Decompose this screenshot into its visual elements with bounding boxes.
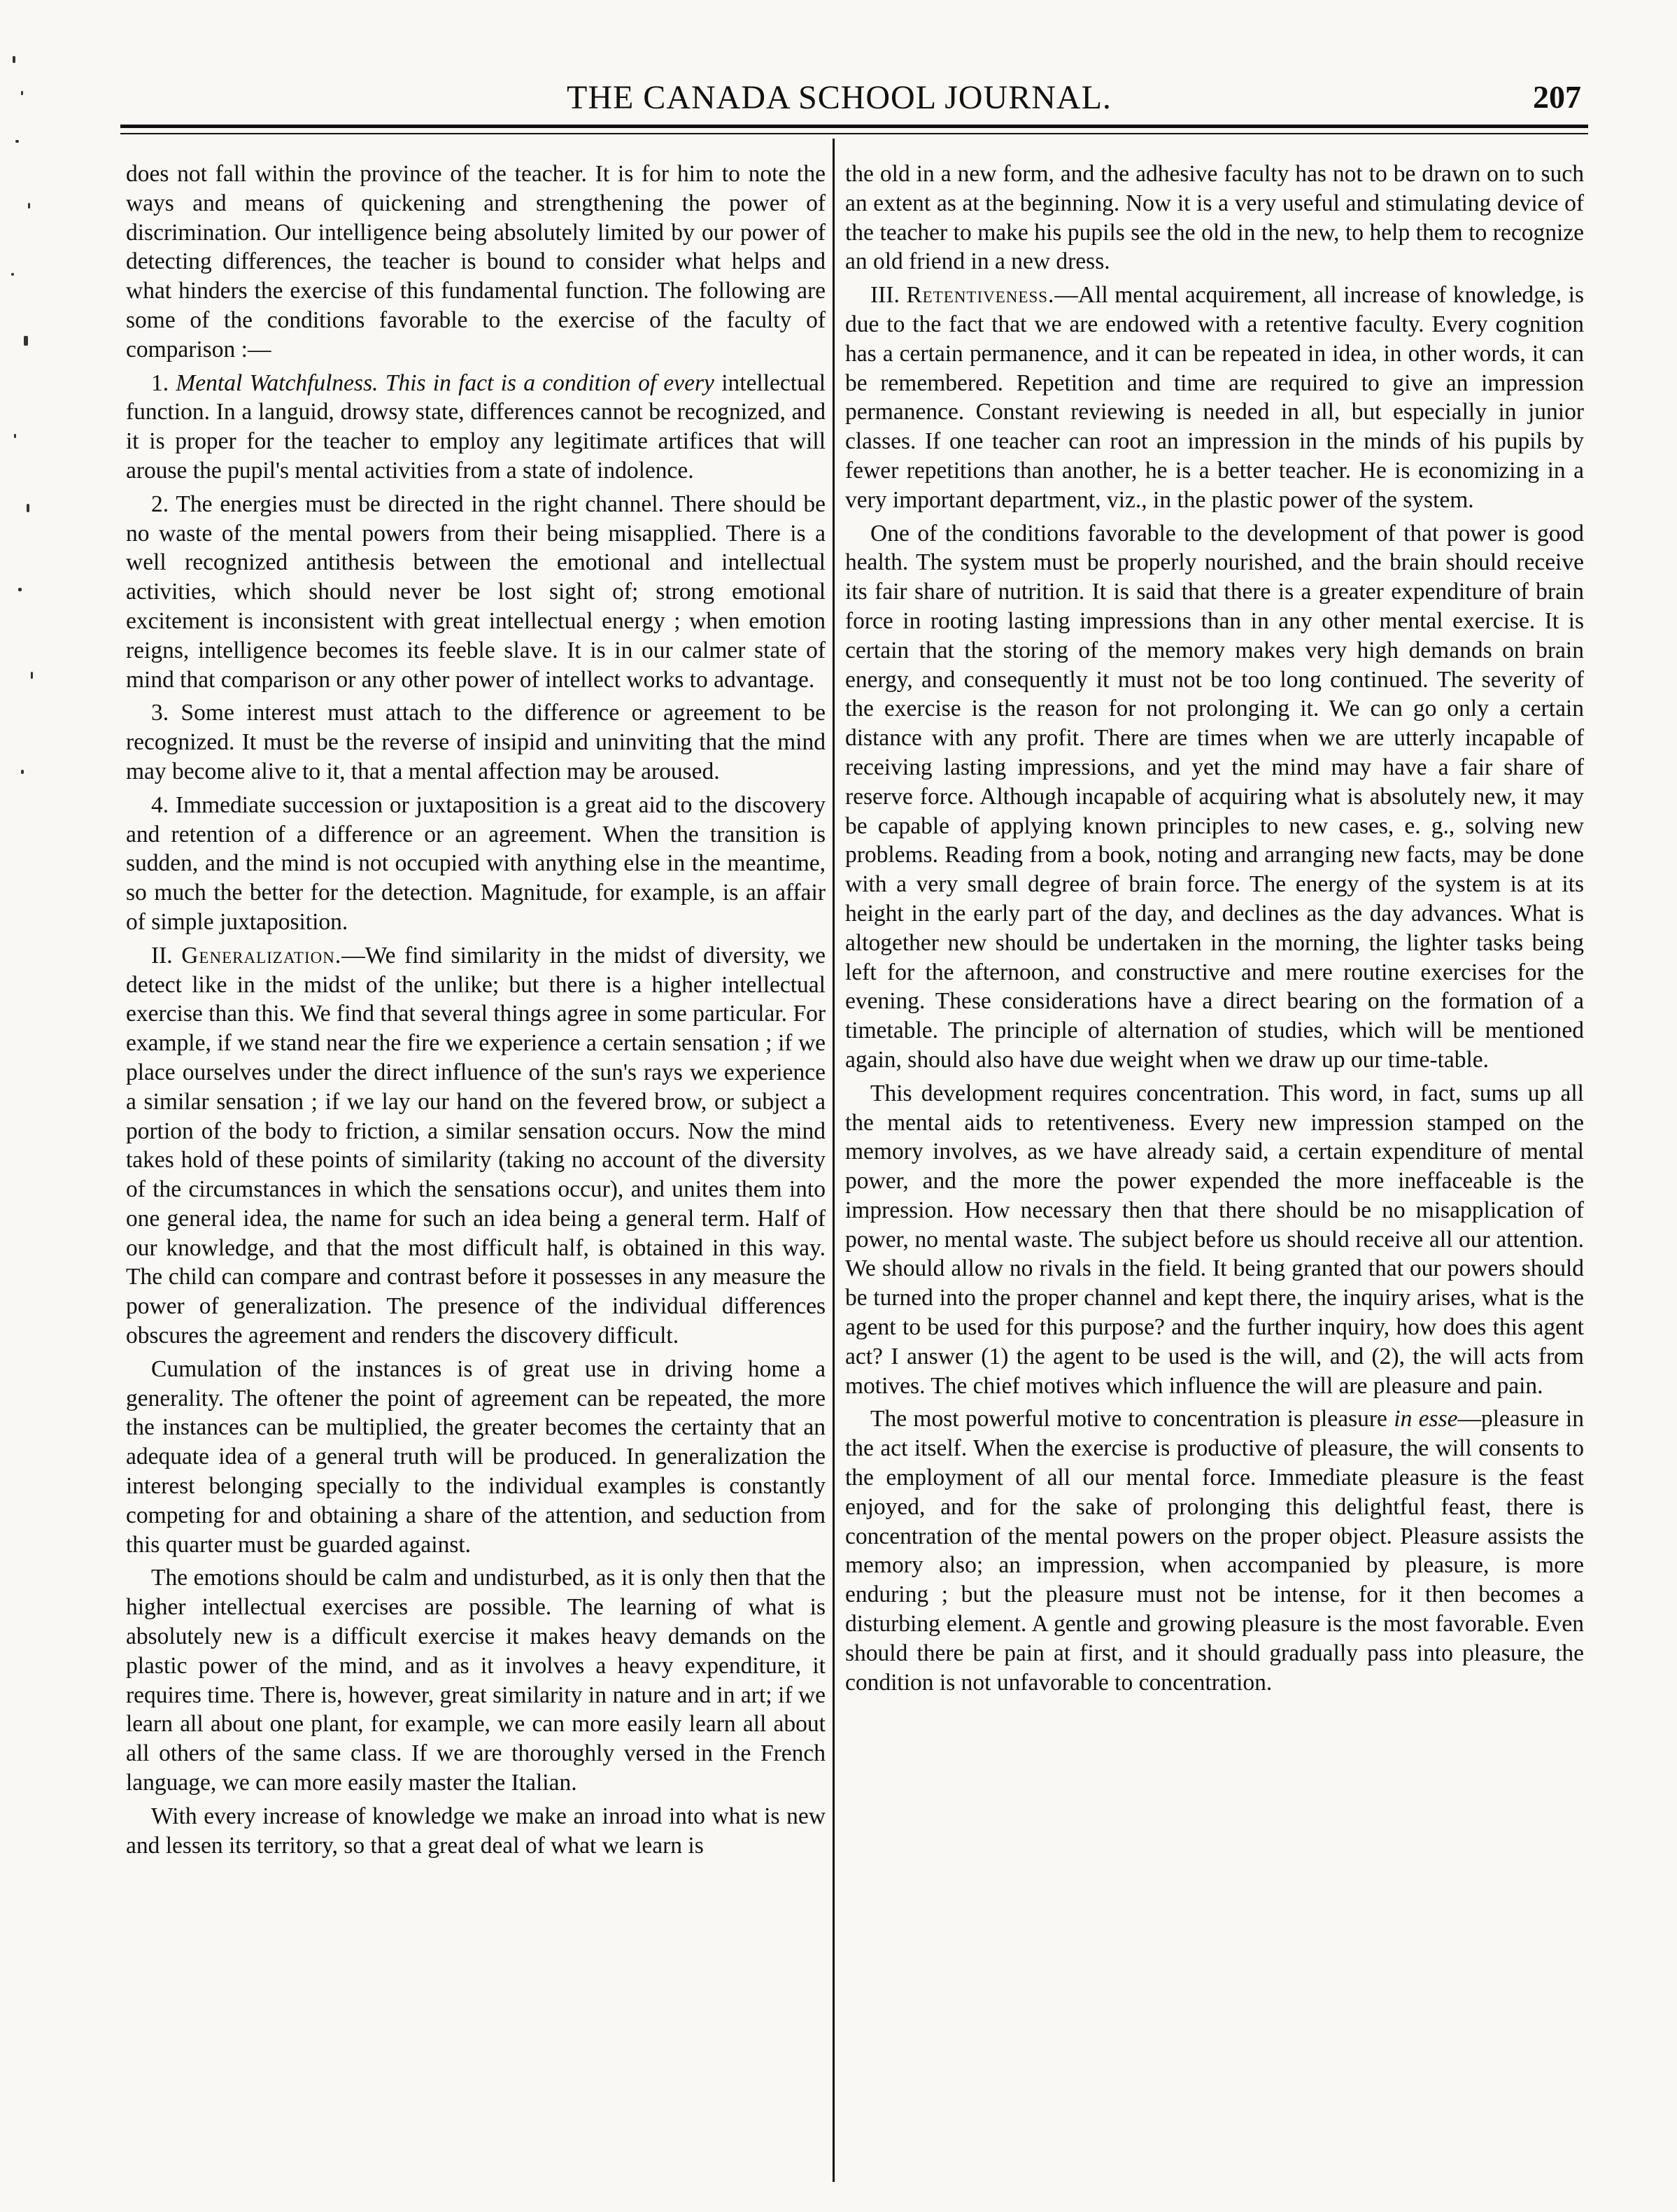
paragraph: the old in a new form, and the adhesive faculty has not to be drawn on to such an extent as at the beginning. Now it is a very useful and stimulating device of the teacher to make his pupils see the old in the new, to help them to recognize an old friend in a new dress. bbox=[845, 161, 1584, 275]
paragraph: This development requires concentration. This word, in fact, sums up all the mental aids to retentiveness. Every new impression stamped on the memory involves, as we have already said, a certain expenditure of mental power, and the more the power expended the more ineffaceable is the impression. How necessary then that there should be no misapplication of power, no mental waste. The subject before us should receive all our attention. We should allow no rivals in the field. It being granted that our powers should be turned into the proper channel and kept there, the inquiry arises, what is the agent to be used for this purpose? and the further inquiry, how does this agent act? I answer (1) the agent to be used is the will, and (2), the will acts from motives. The chief motives which influence the will are pleasure and pain. bbox=[845, 1080, 1584, 1399]
section-heading: Retentiveness. bbox=[906, 282, 1055, 309]
paragraph-text: —We find similarity in the midst of diversity, we detect like in the midst of the unlike; but there is a higher intellectual exercise than this. We find that several things agree in some particular. For example, if we stand near the fire we experience a certain sensation ; if we place ourselves under the direct influence of the sun's rays we experience a similar sensation ; if we lay our hand on the fevered brow, or subject a portion of the body to friction, a similar sensation occurs. Now the mind takes hold of these points of similarity (taking no account of the diversity of the circumstances in which the sensations occur), and unites them into one general idea, the name for such an idea being a general term. Half of our knowledge, and that the most difficult half, is obtained in this way. The child can compare and contrast before it possesses in any measure the power of generalization. The presence of the individual differences obscures the agreement and renders the discovery difficult. bbox=[126, 942, 826, 1349]
journal-title: THE CANADA SCHOOL JOURNAL. bbox=[567, 79, 1112, 116]
paragraph: 3. Some interest must attach to the difference or agreement to be recognized. It must be the reverse of insipid and uninviting that the mind may become alive to it, that a mental affection may be aroused. bbox=[126, 700, 826, 784]
latin-phrase: in esse bbox=[1394, 1406, 1458, 1432]
paragraph bbox=[845, 281, 1584, 514]
paragraph bbox=[845, 1404, 1584, 1697]
paragraph-italic-text: This in fact is a condition of every bbox=[385, 369, 714, 396]
paragraph: does not fall within the province of the teacher. It is for him to note the ways and means of quickening and strengthening the power of discrimination. Our intelligence being absolutely limited by our power of detecting differences, the teacher is bound to consider what helps and what hinders the exercise of this fundamental function. The following are some of the conditions favorable to the exercise of the faculty of comparison :— bbox=[126, 161, 826, 362]
paragraph: The emotions should be calm and undisturbed, as it is only then that the higher intellectual exercises are possible. The learning of what is absolutely new is a difficult exercise it makes heavy demands on the plastic power of the mind, and as it involves a heavy expenditure, it requires time. There is, however, great similarity in nature and in art; if we learn all about one plant, for example, we can more easily learn all about all others of the same class. If we are thoroughly versed in the French language, we can more easily master the Italian. bbox=[126, 1565, 826, 1796]
paragraph: Cumulation of the instances is of great use in driving home a generality. The oftener the point of agreement can be repeated, the more the instances can be multiplied, the greater becomes the certainty that an adequate idea of a general truth will be produced. In generalization the interest belonging specially to the individual examples is constantly competing for and obtaining a share of the attention, and seduction from this quarter must be guarded against. bbox=[126, 1355, 826, 1558]
paragraph bbox=[126, 369, 826, 486]
paragraph-text: intellectual function. In a languid, drowsy state, differences cannot be recognized, and it is proper for the teacher to employ any legitimate artifices that will arouse the pupil's mental activities from a state of indolence. bbox=[126, 369, 826, 484]
section-heading: Mental Watchfulness. bbox=[176, 369, 378, 396]
column-divider bbox=[833, 139, 835, 2182]
paragraph-text: The most powerful motive to concentration is pleasure bbox=[870, 1406, 1387, 1432]
section-heading: Generalization. bbox=[181, 942, 342, 968]
header-rule-thin bbox=[120, 133, 1588, 134]
section-number: III. bbox=[870, 282, 900, 309]
paragraph: 4. Immediate succession or juxtaposition is a great aid to the discovery and retention of a difference or an agreement. When the transition is sudden, and the mind is not occupied with anything else in the meantime, so much the better for the detection. Magnitude, for example, is an affair of simple juxtaposition. bbox=[126, 791, 826, 935]
page-header bbox=[112, 67, 1588, 123]
section-number: II. bbox=[151, 942, 173, 968]
item-number: 1. bbox=[151, 369, 169, 396]
header-rule-thick bbox=[120, 125, 1588, 128]
paragraph-text: —All mental acquirement, all increase of knowledge, is due to the fact that we are endowed with a retentive faculty. Every cognition has a certain permanence, and it can be repeated in idea, in other words, it can be remembered. Repetition and time are required to give an impression permanence. Constant reviewing is needed in all, but especially in junior classes. If one teacher can root an impression in the minds of his pupils by fewer repetitions than another, he is a better teacher. He is economizing in a very important department, viz., in the plastic power of the system. bbox=[845, 282, 1585, 513]
right-column bbox=[845, 160, 1584, 1701]
paragraph-text: —pleasure in the act itself. When the exercise is productive of pleasure, the will consents to the employment of all our mental force. Immediate pleasure is the feast enjoyed, and for the sake of prolonging this delightful feast, there is concentration of the mental powers on the proper object. Pleasure assists the memory also; an impression, when accompanied by pleasure, is more enduring ; but the pleasure must not be intense, for it then becomes a disturbing element. A gentle and growing pleasure is the most favorable. Even should there be pain at first, and it should gradually pass into pleasure, the condition is not unfavorable to concentration. bbox=[845, 1406, 1584, 1696]
binding-margin-specks bbox=[0, 42, 49, 882]
paragraph: 2. The energies must be directed in the right channel. There should be no waste of the mental powers from their being misapplied. There is a well recognized antithesis between the emotional and intellectual activities, which should never be lost sight of; strong emotional excitement is inconsistent with great intellectual energy ; when emotion reigns, intelligence becomes its feeble slave. It is in our calmer state of mind that comparison or any other power of intellect works to advantage. bbox=[126, 491, 826, 693]
paragraph: One of the conditions favorable to the development of that power is good health. The system must be properly nourished, and the brain should receive its fair share of nutrition. It is said that there is a greater expenditure of brain force in rooting lasting impressions than in any other mental exercise. It is certain that the storing of the memory makes very high demands on brain energy, and consequently it must not be too long continued. The severity of the exercise is the reason for not prolonging it. We can go only a certain distance with any profit. There are times when we are utterly incapable of receiving lasting impressions, and yet the mind may have a fair share of reserve force. Although incapable of acquiring what is absolutely new, it may be capable of applying known principles to new cases, e. g., solving new problems. Reading from a book, noting and arranging new facts, may be done with a very small degree of brain force. The energy of the system is at its height in the early part of the day, and declines as the day advances. What is altogether new should be undertaken in the morning, the lighter tasks being left for the afternoon, and constructive and mere routine exercises for the evening. These considerations have a direct bearing on the formation of a timetable. The principle of alternation of studies, which will be mentioned again, should also have due weight when we draw up our time-table. bbox=[845, 520, 1584, 1073]
paragraph: With every increase of knowledge we make an inroad into what is new and lessen its territory, so that a great deal of what we learn is bbox=[126, 1803, 826, 1859]
page-number: 207 bbox=[1533, 79, 1581, 115]
left-column bbox=[126, 160, 826, 1864]
paragraph bbox=[126, 941, 826, 1351]
